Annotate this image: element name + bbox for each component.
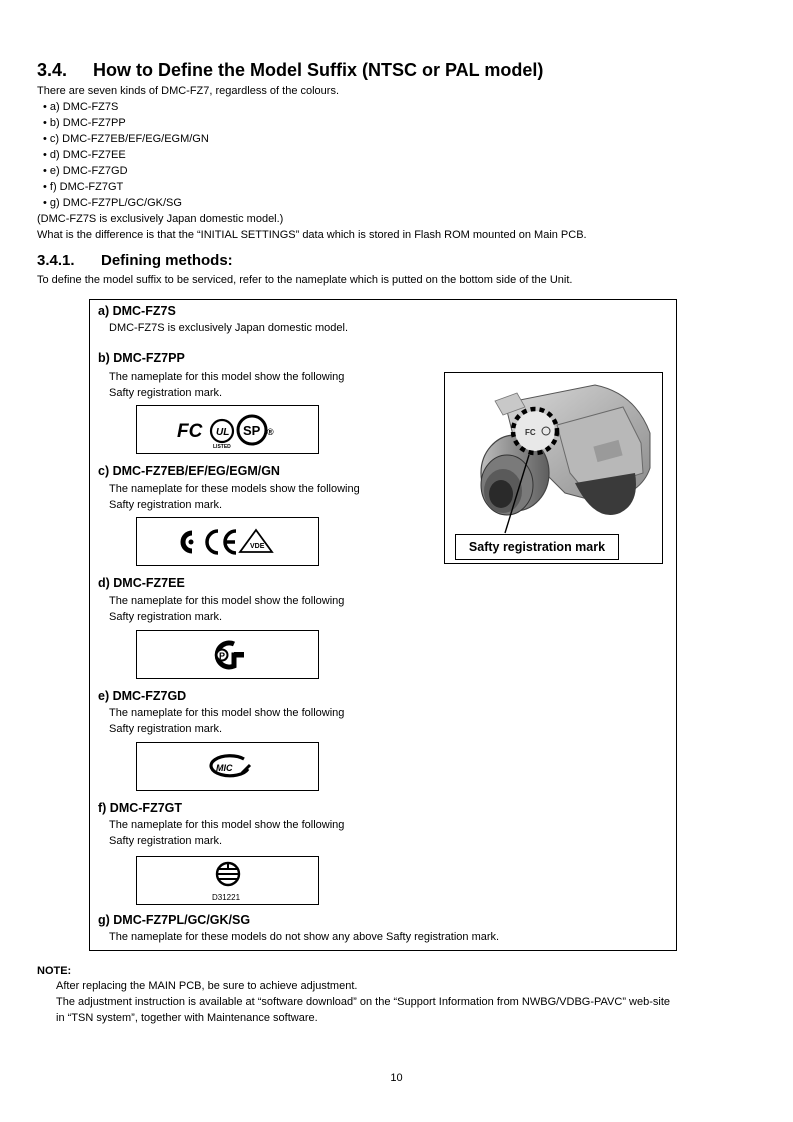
svg-text:D31221: D31221: [211, 892, 240, 902]
model-b-desc-2: Safty registration mark.: [109, 387, 223, 399]
safety-mark-callout: Safty registration mark: [455, 534, 619, 560]
model-c-desc-1: The nameplate for these models show the following: [109, 483, 360, 495]
note-line: After replacing the MAIN PCB, be sure to achieve adjustment.: [56, 980, 358, 992]
mark-box-f: [136, 856, 319, 905]
model-g-title: g) DMC-FZ7PL/GC/GK/SG: [98, 913, 251, 927]
model-b-title: b) DMC-FZ7PP: [98, 351, 185, 365]
c-ce-vde-mark: [178, 525, 278, 559]
section-number: 3.4.: [37, 60, 68, 80]
subsection-number: 3.4.1.: [37, 252, 75, 269]
ce-mark-icon: [207, 531, 218, 553]
svg-text:FC: FC: [525, 428, 536, 437]
svg-text:MIC: MIC: [215, 762, 232, 773]
list-item: • d) DMC-FZ7EE: [43, 149, 126, 161]
mark-box-c: [136, 517, 319, 566]
note-heading: NOTE:: [37, 965, 72, 977]
list-item: • f) DMC-FZ7GT: [43, 181, 124, 193]
section-title: How to Define the Model Suffix (NTSC or PAL model): [93, 60, 544, 80]
mark-box-d: [136, 630, 319, 679]
list-item: • a) DMC-FZ7S: [43, 101, 119, 113]
model-d-desc-1: The nameplate for this model show the following: [109, 595, 345, 607]
model-d-title: d) DMC-FZ7EE: [98, 576, 185, 590]
model-f-desc-1: The nameplate for this model show the following: [109, 819, 345, 831]
model-c-title: c) DMC-FZ7EB/EF/EG/EGM/GN: [98, 464, 280, 478]
page-number: 10: [390, 1072, 403, 1084]
svg-text:VDE: VDE: [249, 542, 264, 550]
fcc-logo-icon: FC: [176, 420, 202, 442]
subsection-title: Defining methods:: [101, 252, 233, 269]
mic-mark-icon: [204, 753, 252, 781]
model-a-desc: DMC-FZ7S is exclusively Japan domestic model.: [109, 322, 349, 334]
svg-text:®: ®: [266, 426, 274, 437]
model-b-desc-1: The nameplate for this model show the following: [109, 371, 345, 383]
list-item: • e) DMC-FZ7GD: [43, 165, 128, 177]
model-list: [43, 99, 209, 211]
section-heading: [37, 60, 543, 81]
model-d-desc-2: Safty registration mark.: [109, 611, 223, 623]
bsmi-mark-icon: [203, 859, 253, 903]
fcc-ul-csa-mark: [173, 410, 283, 450]
list-item: • b) DMC-FZ7PP: [43, 117, 126, 129]
model-g-desc: The nameplate for these models do not show any above Safty registration mark.: [109, 931, 500, 943]
model-f-desc-2: Safty registration mark.: [109, 835, 223, 847]
section-intro: There are seven kinds of DMC-FZ7, regardless of the colours.: [37, 85, 340, 97]
list-item: • c) DMC-FZ7EB/EF/EG/EGM/GN: [43, 133, 209, 145]
model-a-title: a) DMC-FZ7S: [98, 304, 176, 318]
subsection-intro: To define the model suffix to be serviced, refer to the nameplate which is putted on the bottom side of the Unit.: [37, 274, 573, 286]
model-c-desc-2: Safty registration mark.: [109, 499, 223, 511]
svg-text:SP: SP: [242, 422, 260, 438]
note-line: The adjustment instruction is available at “software download” on the “Support Information from NWBG/VDBG-PAVC” web-site: [56, 996, 671, 1008]
model-f-title: f) DMC-FZ7GT: [98, 801, 183, 815]
mark-box-e: [136, 742, 319, 791]
svg-text:UL: UL: [215, 426, 229, 438]
model-e-desc-2: Safty registration mark.: [109, 723, 223, 735]
svg-text:P: P: [218, 650, 225, 661]
note-line: in “TSN system”, together with Maintenance software.: [56, 1012, 318, 1024]
mark-box-b: [136, 405, 319, 454]
difference-text: What is the difference is that the “INITIAL SETTINGS” data which is stored in Flash ROM mounted on Main PCB.: [37, 229, 587, 241]
model-e-desc-1: The nameplate for this model show the following: [109, 707, 345, 719]
japan-note: (DMC-FZ7S is exclusively Japan domestic model.): [37, 213, 284, 225]
list-item: • g) DMC-FZ7PL/GC/GK/SG: [43, 197, 182, 209]
pct-mark-icon: [208, 640, 248, 670]
svg-text:LISTED: LISTED: [212, 443, 231, 450]
subsection-heading: [37, 252, 233, 269]
model-e-title: e) DMC-FZ7GD: [98, 689, 187, 703]
